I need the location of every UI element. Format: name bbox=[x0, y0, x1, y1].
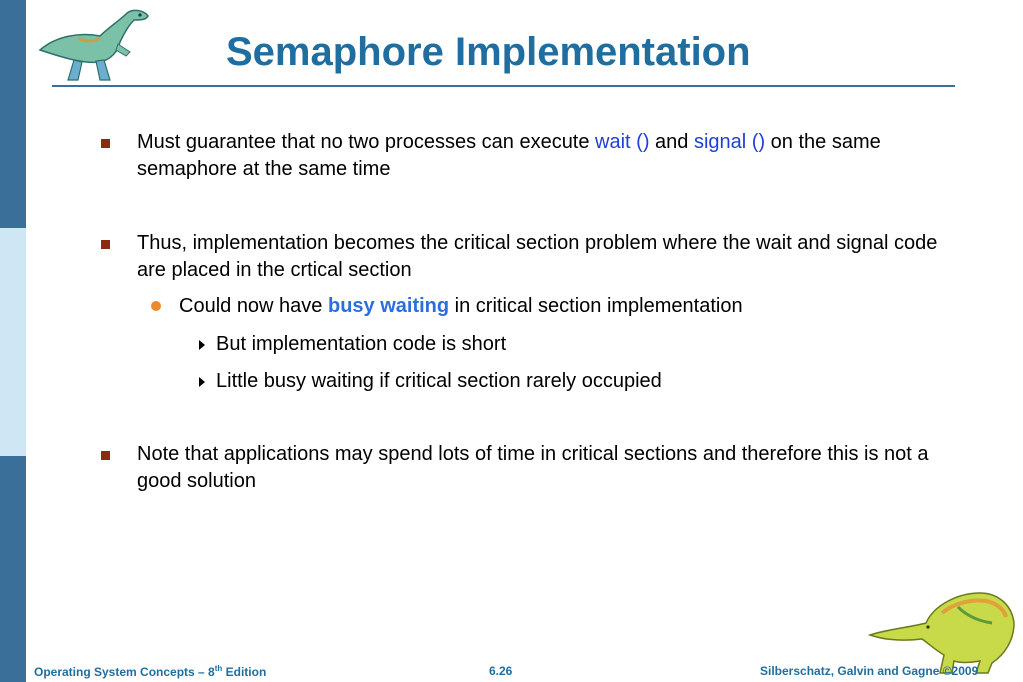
dot-bullet-icon bbox=[151, 301, 161, 311]
triangle-bullet-icon bbox=[199, 377, 205, 387]
highlighted-term: signal () bbox=[693, 131, 766, 153]
footer-page-number: 6.26 bbox=[489, 664, 513, 678]
dinosaur-icon bbox=[868, 583, 1016, 675]
highlighted-term: wait () bbox=[595, 131, 650, 153]
bullet-text: on the same semaphore at the same time bbox=[137, 131, 881, 180]
dinosaur-icon bbox=[34, 6, 156, 84]
bullet-text: Note that applications may spend lots of time in critical sections and therefore this is not a good solution bbox=[137, 443, 929, 492]
bullet-item bbox=[216, 331, 956, 358]
page-title: Semaphore Implementation bbox=[226, 30, 751, 74]
bullet-item bbox=[216, 368, 956, 395]
bullet-text: Must guarantee that no two processes can execute bbox=[137, 131, 596, 153]
bullet-text: Little busy waiting if critical section rarely occupied bbox=[216, 370, 662, 392]
title-divider bbox=[52, 85, 955, 87]
bullet-item bbox=[137, 129, 957, 183]
footer-copyright: Silberschatz, Galvin and Gagne ©2009 bbox=[760, 664, 979, 678]
highlighted-term: busy waiting bbox=[327, 295, 450, 317]
bullet-item bbox=[137, 230, 957, 284]
bullet-text: in critical section implementation bbox=[449, 295, 743, 317]
triangle-bullet-icon bbox=[199, 340, 205, 350]
bullet-text: Could now have bbox=[179, 295, 328, 317]
square-bullet-icon bbox=[101, 451, 110, 460]
square-bullet-icon bbox=[101, 240, 110, 249]
bullet-item bbox=[179, 293, 959, 320]
bullet-text: But implementation code is short bbox=[216, 333, 507, 355]
sidebar-band-bottom bbox=[0, 456, 26, 682]
bullet-text: and bbox=[649, 131, 694, 153]
square-bullet-icon bbox=[101, 139, 110, 148]
sidebar-band-middle bbox=[0, 228, 26, 456]
sidebar-band-top bbox=[0, 0, 26, 228]
footer-course-title: Operating System Concepts – 8th Edition bbox=[34, 664, 267, 679]
bullet-text: Thus, implementation becomes the critical section problem where the wait and signal code are placed in the crtical section bbox=[137, 232, 938, 281]
bullet-item bbox=[137, 441, 957, 495]
